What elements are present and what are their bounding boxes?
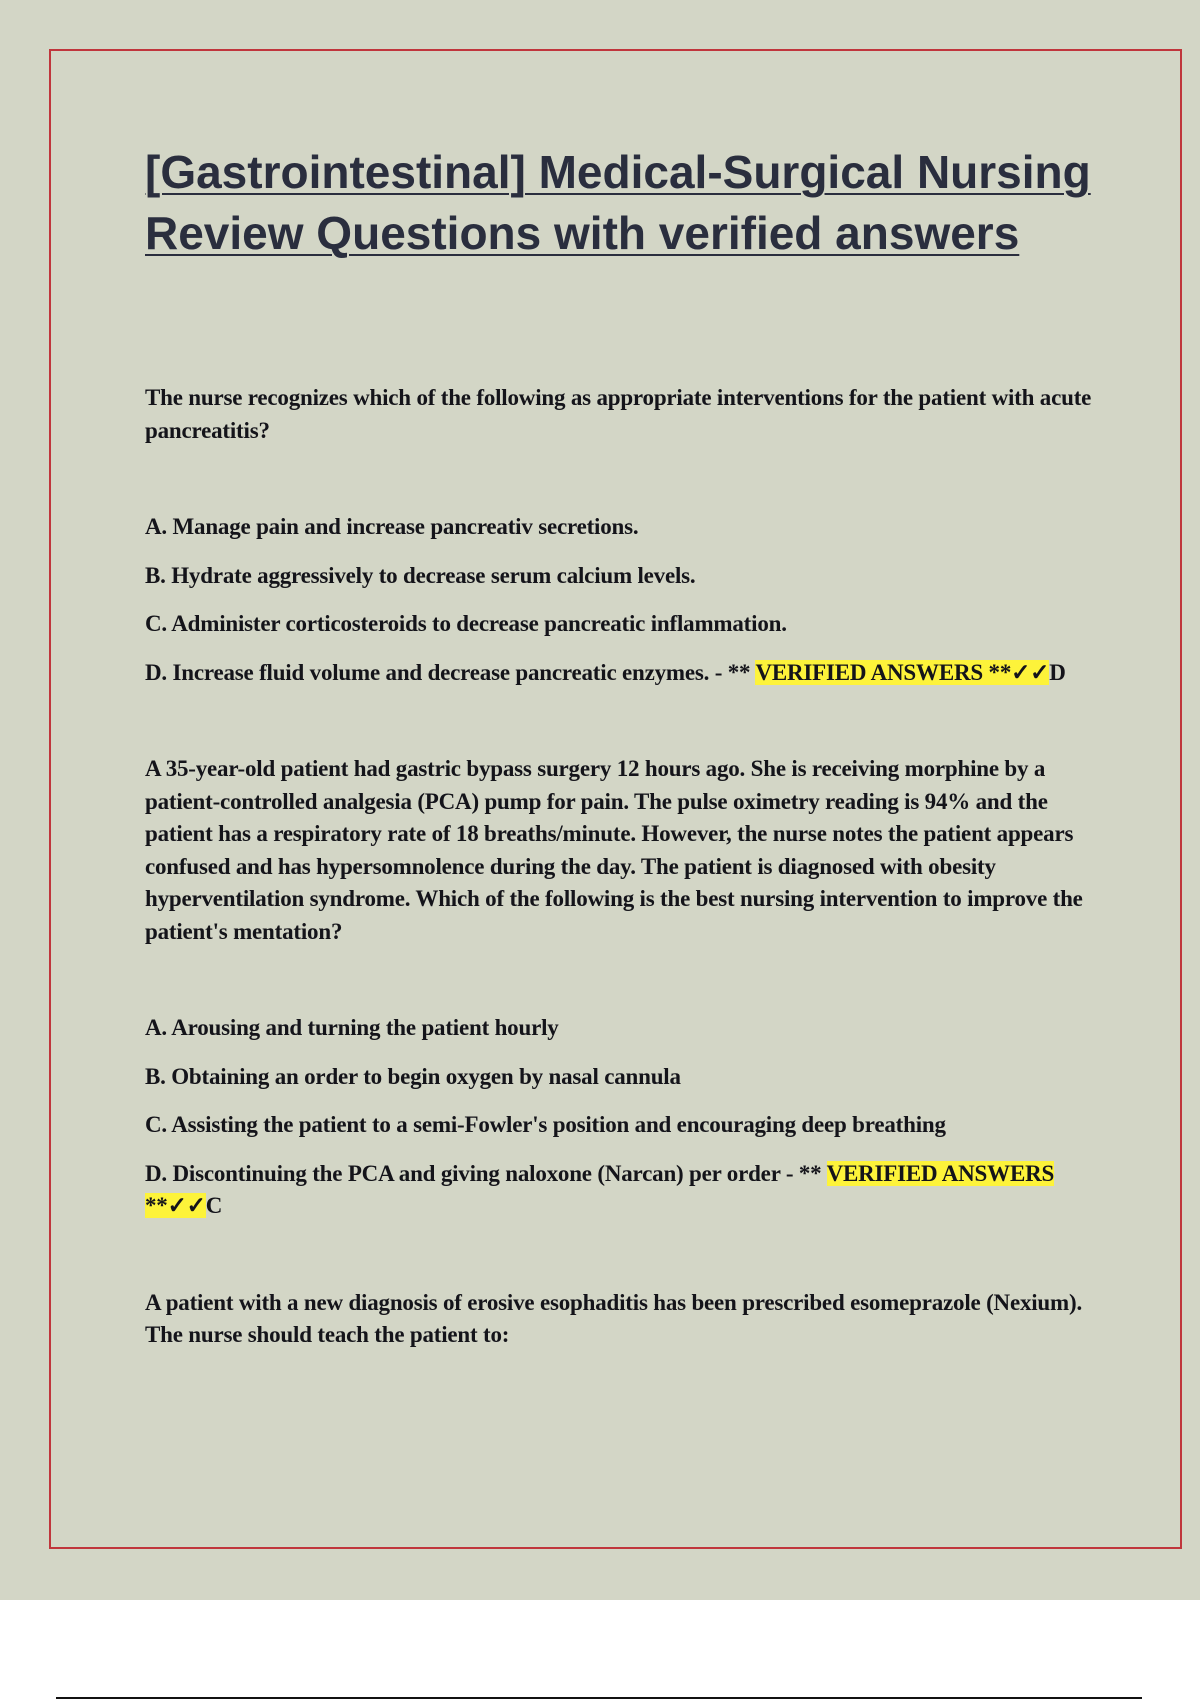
question-2-options [145, 1012, 1095, 1223]
question-1-option-d-text: D. Increase fluid volume and decrease pancreatic enzymes. - ** [145, 659, 756, 685]
question-1-answer: D [1049, 659, 1066, 685]
question-1-option-a: A. Manage pain and increase pancreativ secretions. [145, 514, 639, 539]
question-2-option-d-text: D. Discontinuing the PCA and giving naloxone (Narcan) per order - ** [145, 1160, 827, 1186]
question-2-answer: C [205, 1193, 223, 1218]
document-title: [Gastrointestinal] Medical-Surgical Nursing Review Questions with verified answers [145, 146, 1091, 259]
question-1-stem: The nurse recognizes which of the following as appropriate interventions for the patient with acute pancreatitis? [145, 385, 1092, 443]
question-3-stem: A patient with a new diagnosis of erosive esophaditis has been prescribed esomeprazole (Nexium). The nurse should teach the patient to: [145, 1289, 1082, 1347]
question-2-option-b: B. Obtaining an order to begin oxygen by nasal cannula [145, 1063, 681, 1089]
question-1-option-c: C. Administer corticosteroids to decrease pancreatic inflammation. [145, 611, 787, 636]
question-2-option-d [145, 1158, 1095, 1223]
footer-divider [56, 1697, 1142, 1699]
question-1-option-b: B. Hydrate aggressively to decrease serum calcium levels. [145, 562, 696, 588]
question-2-stem: A 35-year-old patient had gastric bypass surgery 12 hours ago. She is receiving morphine by a patient-controlled analgesia (PCA) pump for pain. The pulse oximetry reading is 94% and the patient has a respiratory rate of 18 breaths/minute. However, the nurse notes the patient appears confused and has hypersomnolence during the day. The patient is diagnosed with obesity hyperventilation syndrome. Which of the following is the best nursing intervention to improve the patient's mentation? [145, 756, 1083, 944]
question-1-options [145, 511, 1095, 689]
question-1-verified-label: VERIFIED ANSWERS **✓✓ [755, 659, 1050, 685]
document-body [145, 142, 1095, 1352]
question-1-option-d [145, 657, 1095, 690]
question-2-option-a: A. Arousing and turning the patient hourly [145, 1015, 559, 1040]
question-2-verified-label: VERIFIED ANSWERS **✓✓ [145, 1160, 1055, 1218]
question-2-option-c: C. Assisting the patient to a semi-Fowler's position and encouraging deep breathing [145, 1112, 946, 1137]
